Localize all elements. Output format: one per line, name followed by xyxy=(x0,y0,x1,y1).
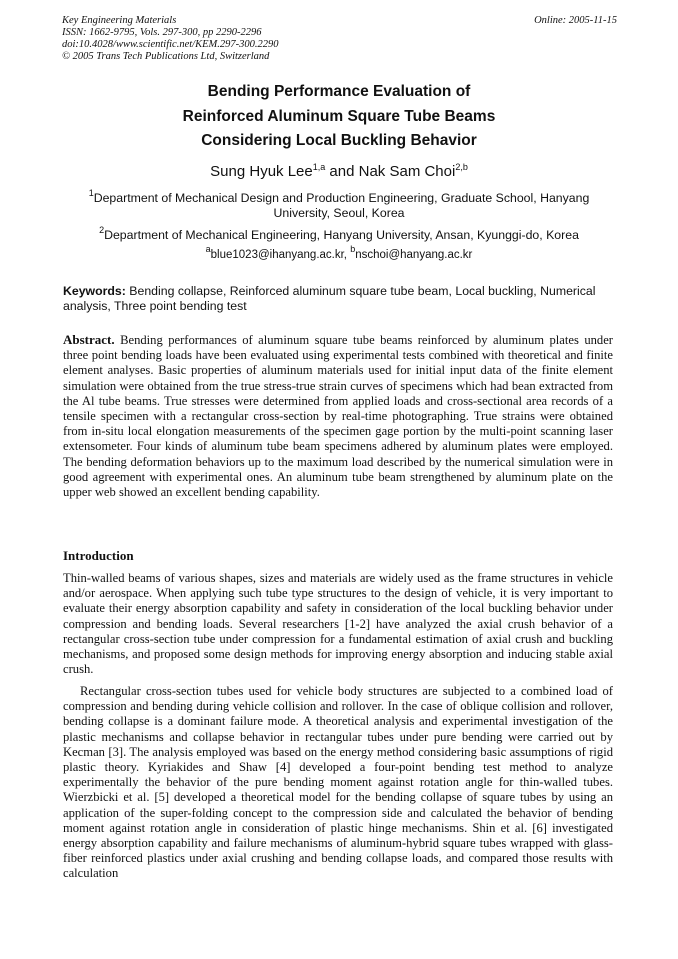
doi-line: doi:10.4028/www.scientific.net/KEM.297-300.2290 xyxy=(62,39,279,50)
keywords-label: Keywords: xyxy=(63,284,126,298)
keywords-section xyxy=(63,284,613,314)
title-line-2: Reinforced Aluminum Square Tube Beams xyxy=(182,107,496,125)
issn-line: ISSN: 1662-9795, Vols. 297-300, pp 2290-2296 xyxy=(62,27,262,38)
affiliation-2 xyxy=(70,225,608,243)
affiliation-2-sup: 2 xyxy=(99,225,105,235)
journal-header xyxy=(62,15,617,63)
author-emails xyxy=(0,244,678,261)
affiliation-1-text: Department of Mechanical Design and Production Engineering, Graduate School, Hanyang University, Seoul, Korea xyxy=(93,191,590,220)
author-2-sup: 2,b xyxy=(455,162,468,172)
email-b-sup: b xyxy=(350,244,356,254)
introduction-heading: Introduction xyxy=(63,548,134,563)
affiliation-2-text: Department of Mechanical Engineering, Hanyang University, Ansan, Kyunggi-do, Korea xyxy=(104,228,579,242)
abstract-section xyxy=(63,332,613,500)
introduction-paragraph-1: Thin-walled beams of various shapes, sizes and materials are widely used as the frame structures in vehicle and/or aerospace. When applying such tube type structures to the design of vehicle, it is very important to evaluate their energy absorption capability and safety in consideration of the local buckling behavior under compression and bending loads. Several researchers [1-2] have analyzed the axial crush behavior of a rectangular cross-section tube under compression for a fundamental estimation of axial crush and buckling mechanisms, and proposed some design methods for improving energy absorption and inducing stable axial crush. xyxy=(63,571,613,677)
online-date: Online: 2005-11-15 xyxy=(534,15,617,26)
email-a: blue1023@ihanyang.ac.kr, xyxy=(210,249,351,261)
author-list xyxy=(0,163,678,180)
copyright-line: © 2005 Trans Tech Publications Ltd, Switzerland xyxy=(62,51,270,62)
title-line-3: Considering Local Buckling Behavior xyxy=(201,132,477,149)
paper-title xyxy=(0,80,678,154)
journal-name: Key Engineering Materials xyxy=(62,15,177,26)
abstract-label: Abstract. xyxy=(63,332,115,347)
author-and: and xyxy=(325,163,359,180)
keywords-text: Bending collapse, Reinforced aluminum square tube beam, Local buckling, Numerical analysis, Three point bending test xyxy=(63,284,596,313)
email-a-sup: a xyxy=(205,244,211,254)
title-line-1: Bending Performance Evaluation of xyxy=(207,83,471,100)
affiliation-1 xyxy=(70,188,608,221)
author-1: Sung Hyuk Lee xyxy=(210,163,313,180)
abstract-text: Bending performances of aluminum square tube beams reinforced by aluminum plates under three point bending loads have been evaluated using experimental tests combined with theoretical and finite element analyses. Basic properties of aluminum materials used for initial input data of the finite element simulation were obtained from the true stress-true strain curves of specimens which had bean extracted from the Al tube beams. True stresses were determined from applied loads and cross-sectional area records of a tensile specimen with a rectangular cross-section by real-time photographing. True strains were obtained from in-situ local elongation measurements of the specimen gage portion by the multi-point scanning laser extensometer. Four kinds of aluminum tube beam specimens adhered by aluminum plates were employed. The bending deformation behaviors up to the maximum load described by the numerical simulation were in good agreement with experimental ones. An aluminum tube beam strengthened by aluminum plate on the upper web showed an excellent bending capability. xyxy=(63,333,613,500)
introduction-paragraph-2: Rectangular cross-section tubes used for vehicle body structures are subjected to a combined load of compression and bending during vehicle collision and rollover. In the case of oblique collision and rollover, bending collapse is a dominant failure mode. A theoretical analysis and experimental investigation of the plastic mechanisms and collapse behavior in rectangular tubes under pure bending were carried out by Kecman [3]. The analysis employed was based on the energy method considering basic assumptions of rigid plastic theory. Kyriakides and Shaw [4] developed a four-point bending test method to analyze experimentally the behavior of the pure bending moment against rotation angle for thin-walled tubes. Wierzbicki et al. [5] developed a theoretical model for the bending collapse of square tubes by using an application of the super-folding concept to the compression side and calculated the behavior of bending moment against rotation angle in consideration of plastic hinge mechanisms. Shin et al. [6] investigated energy absorption capability and failure mechanisms of aluminum-hybrid square tubes wrapped with glass-fiber reinforced plastics under axial crushing and bending collapse loads, and compared those results with calculation xyxy=(63,684,613,881)
author-2: Nak Sam Choi xyxy=(358,163,456,180)
author-1-sup: 1,a xyxy=(312,162,326,172)
affiliation-1-sup: 1 xyxy=(88,188,94,198)
email-b: nschoi@hanyang.ac.kr xyxy=(355,249,473,261)
